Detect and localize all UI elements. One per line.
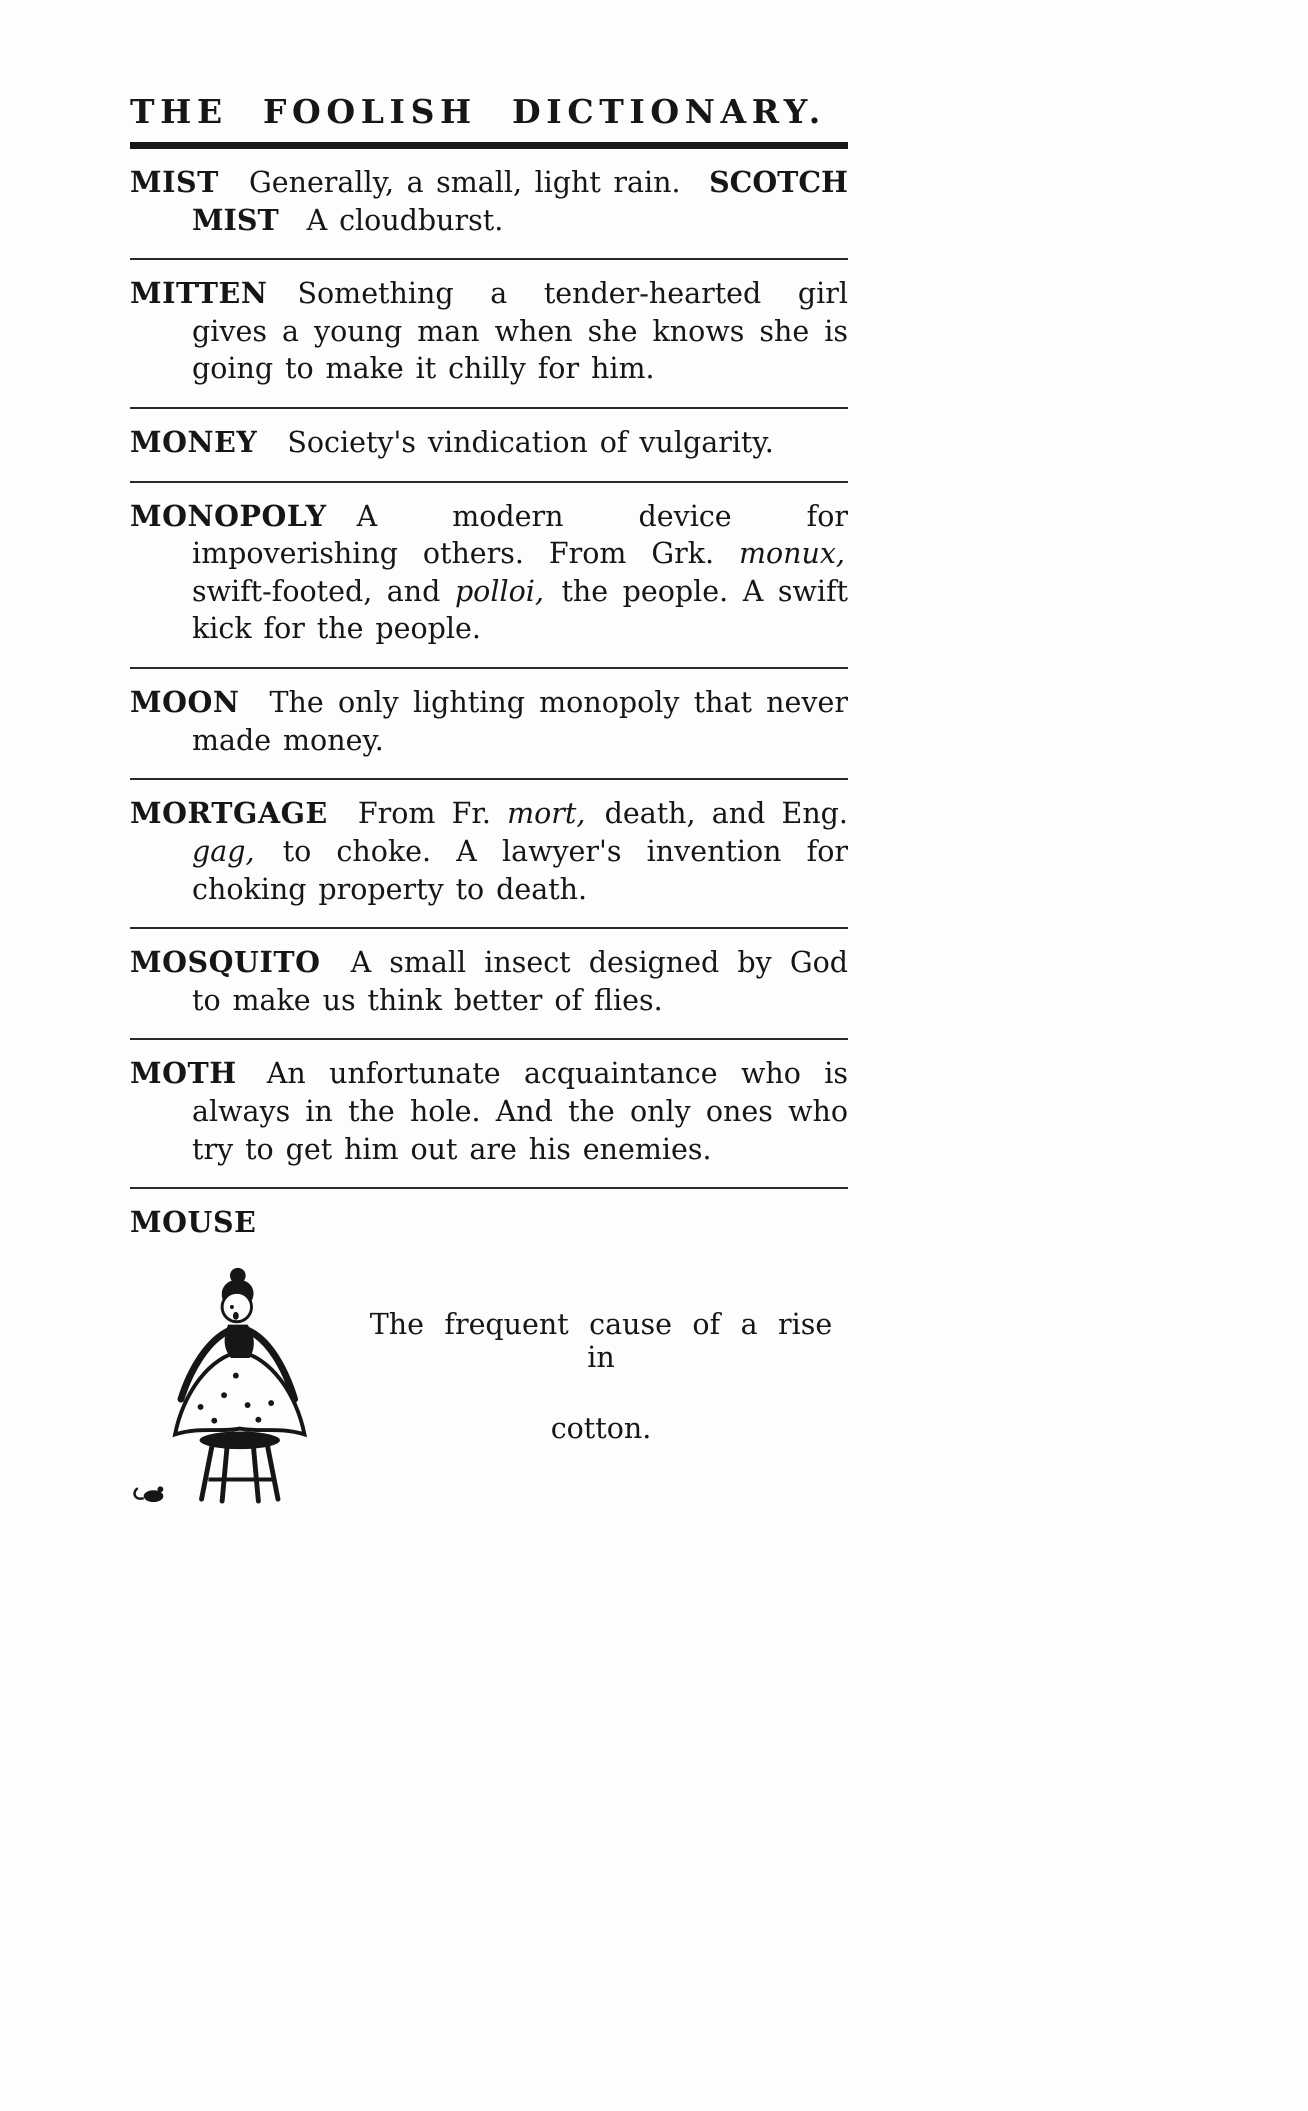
hair-bun <box>230 1268 246 1284</box>
dictionary-entry-mortgage <box>130 780 848 929</box>
definition-text: to choke. A lawyer's invention for choking property to death. <box>192 834 848 906</box>
definition-text: the people. A swift kick for the people. <box>192 574 848 646</box>
definition-text: An unfortunate acquaintance who is always in the hole. And the only ones who try to get him out are his enemies. <box>192 1057 848 1166</box>
entry-text <box>130 944 848 1019</box>
dictionary-entry-mist <box>130 149 848 260</box>
entry-text <box>130 1055 848 1168</box>
entry-text <box>130 275 848 388</box>
caption-line-2: cotton. <box>550 1411 652 1445</box>
entry-text <box>130 1204 848 1242</box>
entry-text <box>130 424 848 462</box>
definition-text: Generally, a small, light rain. <box>248 166 681 199</box>
definition-text: death, and Eng. <box>604 797 848 831</box>
entry-term: MOSQUITO <box>130 945 321 980</box>
definition-text: The only lighting monopoly that never made money. <box>192 686 848 757</box>
definition-text: Society's vindication of vulgarity. <box>287 426 774 460</box>
caption-line-1: The frequent cause of a rise in <box>369 1307 833 1374</box>
dictionary-entry-mitten <box>130 260 848 409</box>
dictionary-entry-monopoly <box>130 483 848 669</box>
entry-subterm: SCOTCH MIST <box>192 165 848 237</box>
page-header <box>130 92 848 149</box>
entry-term: MORTGAGE <box>130 796 328 831</box>
dictionary-entry-moth <box>130 1040 848 1189</box>
entry-text <box>130 795 848 908</box>
entry-term: MOON <box>130 685 240 720</box>
chair-legs <box>202 1444 278 1501</box>
woman-on-chair-drawing <box>130 1258 326 1505</box>
page-title: THE FOOLISH DICTIONARY. <box>130 92 826 131</box>
greek-word: monux, <box>738 537 845 571</box>
mouse-caption <box>354 1308 848 1459</box>
entry-term: MONEY <box>130 425 258 460</box>
mouth <box>233 1312 239 1320</box>
entry-text <box>130 684 848 759</box>
definition-text: From Fr. <box>357 797 491 831</box>
definition-text: Something a tender-hearted girl gives a young man when she knows she is going to make it chilly for him. <box>192 277 848 386</box>
dictionary-entry-mosquito <box>130 929 848 1040</box>
dictionary-entry-mouse <box>130 1189 848 1248</box>
entry-term: MOTH <box>130 1056 237 1091</box>
dictionary-entry-moon <box>130 669 848 780</box>
entry-text <box>130 498 848 648</box>
entry-term: MIST <box>130 165 219 199</box>
definition-text: A cloudburst. <box>306 203 504 237</box>
title-rule <box>130 142 848 149</box>
mouse-figure <box>135 1486 164 1502</box>
mouse-illustration-row <box>130 1248 848 1509</box>
definition-text: swift-footed, and <box>192 574 441 608</box>
entry-text <box>130 164 848 239</box>
entry-term: MITTEN <box>130 276 268 311</box>
woman-on-chair-illustration <box>130 1258 326 1509</box>
page-content <box>130 92 848 1509</box>
entry-term: MOUSE <box>130 1205 257 1240</box>
english-word: gag, <box>192 834 255 868</box>
definition-text: A modern device for impoverishing others. From Grk. <box>192 499 848 571</box>
entry-term: MONOPOLY <box>130 498 327 533</box>
greek-word: polloi, <box>454 574 544 608</box>
french-word: mort, <box>507 797 586 831</box>
definition-text: A small insect designed by God to make us think better of flies. <box>192 946 848 1017</box>
dictionary-entry-money <box>130 409 848 483</box>
